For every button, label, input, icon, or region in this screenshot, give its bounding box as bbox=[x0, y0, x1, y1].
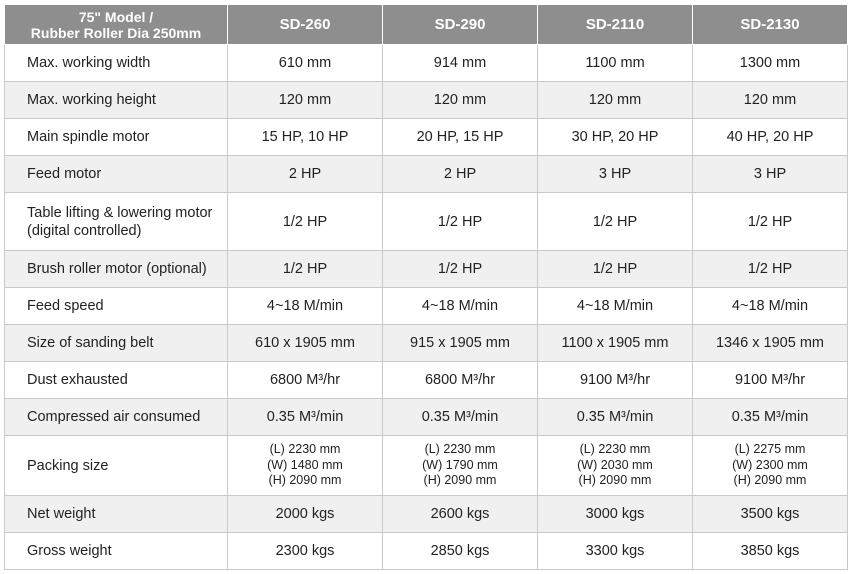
row-label: Compressed air consumed bbox=[5, 399, 228, 436]
spec-table bbox=[4, 4, 848, 570]
table-row bbox=[5, 82, 848, 119]
table-row bbox=[5, 436, 848, 496]
table-cell: 2600 kgs bbox=[383, 496, 538, 533]
table-row bbox=[5, 325, 848, 362]
table-cell: 2300 kgs bbox=[228, 533, 383, 570]
table-cell: 4~18 M/min bbox=[693, 288, 848, 325]
model-header-sd-290: SD-290 bbox=[383, 5, 538, 45]
table-cell: 1300 mm bbox=[693, 45, 848, 82]
row-label-line: Table lifting & lowering motor bbox=[27, 204, 213, 221]
table-row bbox=[5, 288, 848, 325]
table-cell: 30 HP, 20 HP bbox=[538, 119, 693, 156]
table-cell: 1/2 HP bbox=[383, 193, 538, 251]
table-cell: 1/2 HP bbox=[538, 193, 693, 251]
table-cell: 40 HP, 20 HP bbox=[693, 119, 848, 156]
model-header-sd-2110: SD-2110 bbox=[538, 5, 693, 45]
table-cell: 0.35 M³/min bbox=[383, 399, 538, 436]
table-cell: 20 HP, 15 HP bbox=[383, 119, 538, 156]
table-row bbox=[5, 496, 848, 533]
model-header-sd-260: SD-260 bbox=[228, 5, 383, 45]
packing-height: (H) 2090 mm bbox=[423, 473, 497, 488]
table-cell: 9100 M³/hr bbox=[693, 362, 848, 399]
table-row bbox=[5, 251, 848, 288]
table-cell: 2 HP bbox=[383, 156, 538, 193]
packing-length: (L) 2230 mm bbox=[424, 442, 496, 457]
table-cell: 610 x 1905 mm bbox=[228, 325, 383, 362]
table-cell: 9100 M³/hr bbox=[538, 362, 693, 399]
row-label: Dust exhausted bbox=[5, 362, 228, 399]
row-label: Net weight bbox=[5, 496, 228, 533]
packing-width: (W) 2030 mm bbox=[577, 457, 653, 472]
row-label: Packing size bbox=[5, 436, 228, 496]
packing-length: (L) 2275 mm bbox=[734, 442, 806, 457]
table-cell: 0.35 M³/min bbox=[693, 399, 848, 436]
table-cell: 4~18 M/min bbox=[383, 288, 538, 325]
table-cell: 2000 kgs bbox=[228, 496, 383, 533]
row-label: Max. working width bbox=[5, 45, 228, 82]
row-label: Feed motor bbox=[5, 156, 228, 193]
packing-height: (H) 2090 mm bbox=[733, 473, 807, 488]
table-row bbox=[5, 362, 848, 399]
table-cell: 1346 x 1905 mm bbox=[693, 325, 848, 362]
table-cell: 6800 M³/hr bbox=[383, 362, 538, 399]
table-cell: 3300 kgs bbox=[538, 533, 693, 570]
table-row bbox=[5, 45, 848, 82]
row-label bbox=[5, 193, 228, 251]
row-label: Max. working height bbox=[5, 82, 228, 119]
table-cell: 3 HP bbox=[693, 156, 848, 193]
packing-width: (W) 2300 mm bbox=[732, 457, 808, 472]
row-label: Size of sanding belt bbox=[5, 325, 228, 362]
table-cell: 120 mm bbox=[228, 82, 383, 119]
table-cell: 3000 kgs bbox=[538, 496, 693, 533]
table-cell: 4~18 M/min bbox=[538, 288, 693, 325]
table-cell bbox=[693, 436, 848, 496]
row-label: Feed speed bbox=[5, 288, 228, 325]
packing-height: (H) 2090 mm bbox=[268, 473, 342, 488]
table-cell: 3850 kgs bbox=[693, 533, 848, 570]
table-cell: 1100 mm bbox=[538, 45, 693, 82]
table-cell: 1/2 HP bbox=[228, 251, 383, 288]
table-cell: 15 HP, 10 HP bbox=[228, 119, 383, 156]
row-label: Gross weight bbox=[5, 533, 228, 570]
table-cell: 1/2 HP bbox=[538, 251, 693, 288]
packing-length: (L) 2230 mm bbox=[579, 442, 651, 457]
table-cell bbox=[228, 436, 383, 496]
model-header-corner bbox=[5, 5, 228, 45]
table-cell: 3 HP bbox=[538, 156, 693, 193]
corner-subtitle: Rubber Roller Dia 250mm bbox=[30, 24, 202, 41]
table-cell: 914 mm bbox=[383, 45, 538, 82]
table-cell: 610 mm bbox=[228, 45, 383, 82]
table-cell: 1/2 HP bbox=[383, 251, 538, 288]
corner-title: 75" Model / bbox=[78, 8, 154, 25]
table-cell: 2 HP bbox=[228, 156, 383, 193]
table-row bbox=[5, 156, 848, 193]
table-row bbox=[5, 399, 848, 436]
table-cell: 120 mm bbox=[693, 82, 848, 119]
model-header-sd-2130: SD-2130 bbox=[693, 5, 848, 45]
table-row bbox=[5, 119, 848, 156]
table-cell: 0.35 M³/min bbox=[538, 399, 693, 436]
row-label-note: (digital controlled) bbox=[27, 222, 142, 239]
table-cell: 1/2 HP bbox=[228, 193, 383, 251]
table-cell: 1100 x 1905 mm bbox=[538, 325, 693, 362]
row-label: Main spindle motor bbox=[5, 119, 228, 156]
table-cell: 3500 kgs bbox=[693, 496, 848, 533]
table-cell: 1/2 HP bbox=[693, 251, 848, 288]
table-cell: 120 mm bbox=[538, 82, 693, 119]
table-cell bbox=[538, 436, 693, 496]
row-label: Brush roller motor (optional) bbox=[5, 251, 228, 288]
table-cell: 1/2 HP bbox=[693, 193, 848, 251]
packing-width: (W) 1790 mm bbox=[422, 457, 498, 472]
table-cell: 120 mm bbox=[383, 82, 538, 119]
packing-width: (W) 1480 mm bbox=[267, 457, 343, 472]
table-cell: 4~18 M/min bbox=[228, 288, 383, 325]
table-cell: 2850 kgs bbox=[383, 533, 538, 570]
table-cell: 6800 M³/hr bbox=[228, 362, 383, 399]
table-cell: 0.35 M³/min bbox=[228, 399, 383, 436]
table-row bbox=[5, 533, 848, 570]
packing-length: (L) 2230 mm bbox=[269, 442, 341, 457]
packing-height: (H) 2090 mm bbox=[578, 473, 652, 488]
table-cell bbox=[383, 436, 538, 496]
table-cell: 915 x 1905 mm bbox=[383, 325, 538, 362]
header-row bbox=[5, 5, 848, 45]
table-row bbox=[5, 193, 848, 251]
